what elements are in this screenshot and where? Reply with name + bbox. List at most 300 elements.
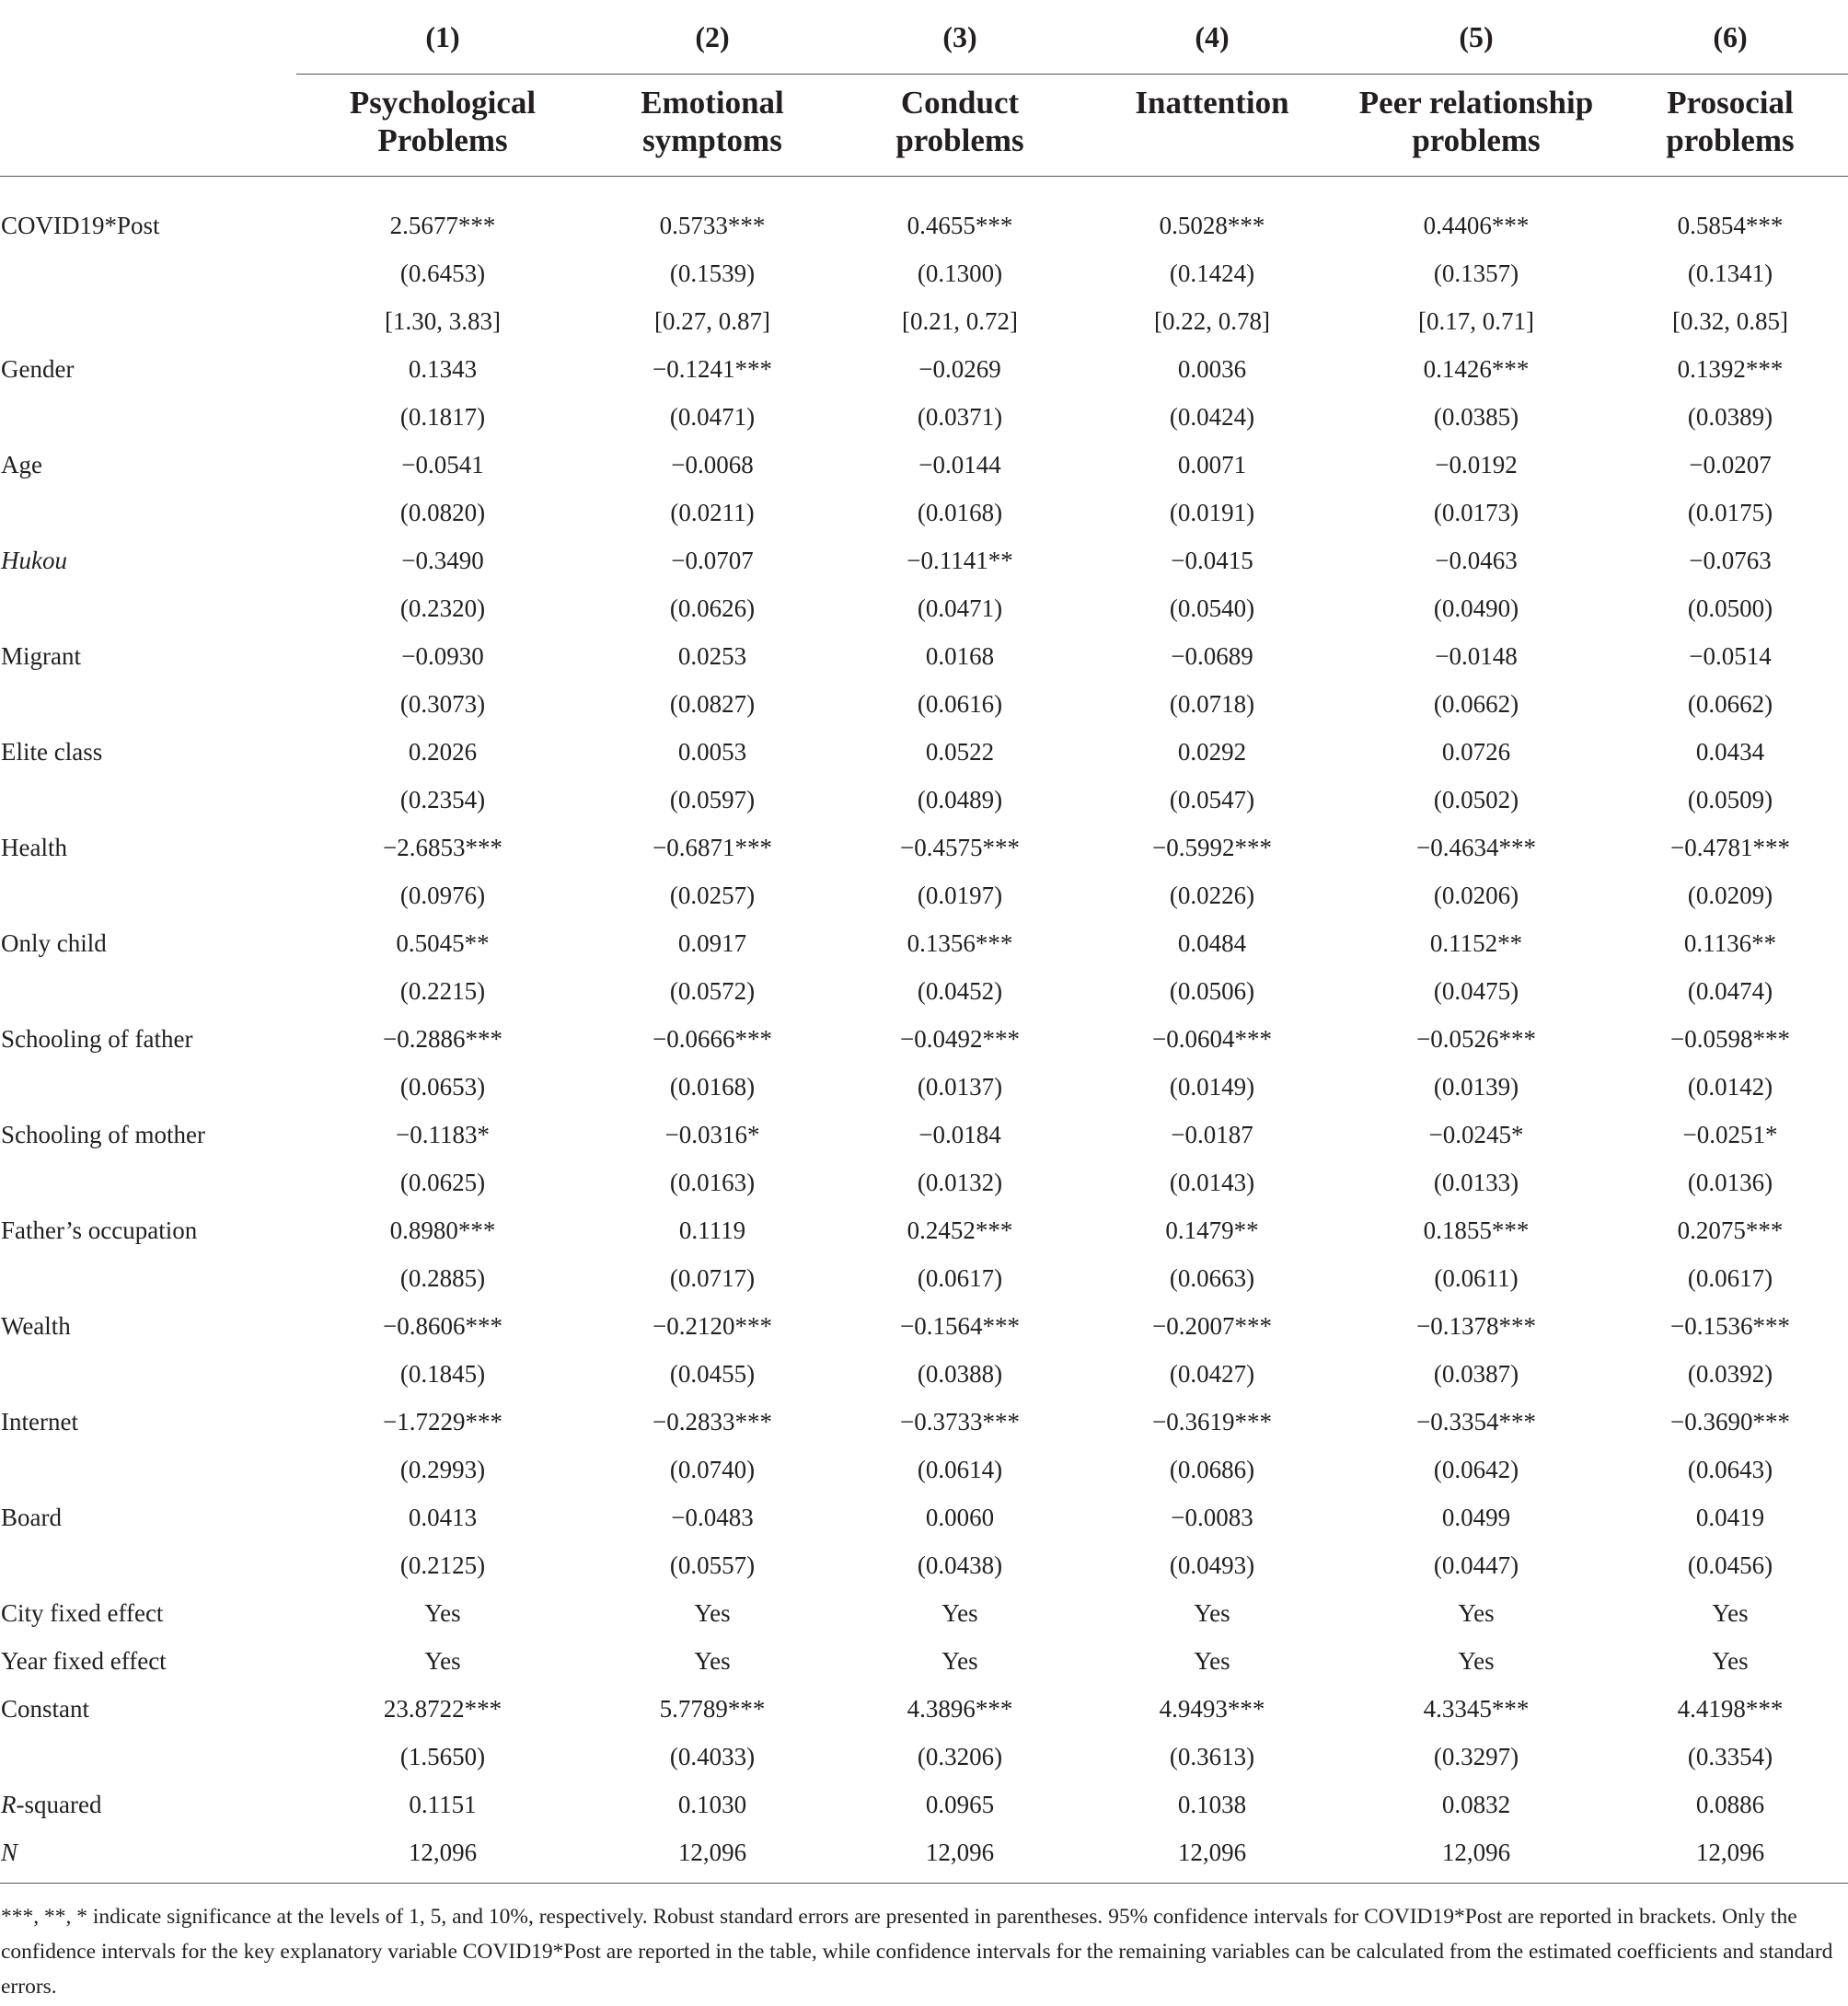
table-cell: 0.1152** [1429,928,1523,957]
table-row [0,776,1848,824]
table-cell: Yes [1194,1598,1230,1627]
table-cell: (0.1357) [1433,259,1519,287]
table-cell: (0.1300) [917,259,1003,287]
row-label: Gender [1,354,75,383]
table-cell: [0.21, 0.72] [902,306,1018,335]
column-header-line: Conduct [900,84,1020,121]
column-header-line: Emotional [641,84,784,121]
table-cell: 0.2026 [408,737,478,766]
table-cell: −0.0689 [1171,641,1253,670]
table-cell: (0.0597) [669,785,756,813]
column-header-line: problems [1666,121,1795,158]
table-cell: −0.0187 [1171,1120,1253,1148]
table-cell: Yes [424,1598,461,1627]
table-row [0,1828,1848,1876]
table-cell: 0.4406*** [1423,211,1530,239]
table-cell: (0.0456) [1687,1551,1773,1579]
table-cell: Yes [1194,1646,1230,1675]
table-notes: ***, **, * indicate significance at the levels of 1, 5, and 10%, respectively. Robust standard errors are presented in parentheses. 95% confidence intervals for COVID19*Post are reported in brackets. Only the confidence intervals for the key explanatory variable COVID19*Post are reported in the table, while confidence intervals for the remaining variables can be calculated from the estimated coefficients and standard errors. [1,1905,1833,1999]
header-corner [0,0,296,74]
table-cell: 0.0484 [1177,928,1247,957]
row-label [0,393,296,441]
table-cell: 0.1038 [1177,1790,1247,1818]
row-label: Migrant [1,641,81,670]
table-cell: Yes [694,1598,731,1627]
table-cell: (0.0424) [1169,402,1255,431]
table-cell: −0.0526*** [1416,1024,1536,1053]
table-cell: (0.0572) [669,976,756,1005]
table-row [0,680,1848,728]
table-row [0,441,1848,489]
table-cell: 0.4655*** [907,211,1013,239]
table-cell: (0.0653) [399,1072,486,1101]
row-label: Elite class [1,737,103,766]
column-header-line: Peer relationship [1358,84,1594,121]
table-cell: (0.0616) [917,689,1003,718]
table-cell: (0.0385) [1433,402,1519,431]
table-row [0,584,1848,632]
table-cell: (0.0663) [1169,1263,1255,1292]
table-row [0,1733,1848,1781]
table-cell: (0.0427) [1169,1359,1255,1388]
table-cell: −0.0269 [918,354,1001,383]
table-cell: (0.0827) [669,689,756,718]
table-cell: −0.3354*** [1416,1407,1536,1435]
row-label [0,1254,296,1302]
table-cell: 0.5028*** [1159,211,1265,239]
table-cell: 0.1343 [408,354,478,383]
table-cell: 0.0036 [1177,354,1247,383]
column-header [296,74,589,176]
table-cell: 0.0292 [1177,737,1247,766]
table-cell: (0.0137) [917,1072,1003,1101]
table-cell: (0.0500) [1687,594,1773,622]
table-row [0,967,1848,1015]
table-cell: −0.3690*** [1670,1407,1790,1435]
table-row [0,393,1848,441]
table-cell: −0.0463 [1435,546,1518,574]
table-cell: (0.0506) [1169,976,1255,1005]
table-cell: (0.0471) [669,402,756,431]
table-cell: (0.4033) [669,1742,756,1770]
table-cell: −0.1564*** [900,1311,1020,1340]
table-row [0,1254,1848,1302]
table-cell: −0.0492*** [900,1024,1020,1053]
table-cell: (0.3206) [917,1742,1003,1770]
table-cell: −0.0148 [1435,641,1518,670]
table-cell: −0.1183* [396,1120,490,1148]
table-row [0,1446,1848,1493]
column-header [1340,74,1612,176]
row-label-rest: -squared [16,1790,102,1818]
table-row [0,1015,1848,1063]
table-cell: 0.0499 [1441,1503,1511,1531]
table-cell: (0.0717) [669,1263,756,1292]
table-cell: 12,096 [1441,1838,1511,1866]
row-label [0,584,296,632]
table-cell: (0.0976) [399,881,486,909]
row-label: Only child [1,928,107,957]
row-label [0,1733,296,1781]
table-cell: (0.0820) [399,498,486,526]
table-cell: (0.0149) [1169,1072,1255,1101]
table-cell: −0.0083 [1171,1503,1253,1531]
table-cell: (0.0452) [917,976,1003,1005]
table-cell: 0.1151 [409,1790,477,1818]
table-cell: (0.0133) [1433,1168,1519,1196]
table-cell: 0.5854*** [1677,211,1784,239]
table-cell: (1.5650) [399,1742,486,1770]
table-cell: 0.1136** [1683,928,1777,957]
table-row [0,1302,1848,1350]
table-cell: 0.1855*** [1423,1216,1530,1244]
table-cell: (0.0387) [1433,1359,1519,1388]
table-cell: (0.2320) [399,594,486,622]
table-cell: 0.0965 [925,1790,995,1818]
table-cell: (0.0509) [1687,785,1773,813]
table-cell: 2.5677*** [389,211,496,239]
table-row [0,202,1848,249]
column-header-line: Inattention [1135,84,1289,121]
table-cell: 0.1030 [677,1790,747,1818]
table-row [0,919,1848,967]
row-label: Board [1,1503,62,1531]
table-cell: Yes [941,1598,978,1627]
column-header-line: problems [1412,121,1541,158]
table-cell: (0.0475) [1433,976,1519,1005]
table-cell: Yes [941,1646,978,1675]
row-label [0,297,296,345]
column-header-line: symptoms [642,121,782,158]
table-cell: 4.3345*** [1423,1694,1530,1723]
row-label [0,1159,296,1206]
row-label [0,489,296,536]
table-cell: [0.17, 0.71] [1418,306,1534,335]
table-row [0,1589,1848,1637]
table-cell: −0.1536*** [1670,1311,1790,1340]
row-label: COVID19*Post [1,211,160,239]
column-number: (3) [836,0,1084,74]
table-row [0,1685,1848,1733]
row-label [0,1063,296,1111]
table-cell: (0.1424) [1169,259,1255,287]
table-row [0,297,1848,345]
table-cell: 0.1356*** [907,928,1013,957]
table-cell: 0.0434 [1695,737,1765,766]
table-row [0,1111,1848,1159]
table-cell: Yes [1712,1646,1749,1675]
row-label: City fixed effect [1,1598,164,1627]
row-label [0,1350,296,1398]
table-cell: (0.1817) [399,402,486,431]
table-cell: (0.0257) [669,881,756,909]
column-number: (4) [1084,0,1340,74]
table-cell: (0.0389) [1687,402,1773,431]
table-cell: (0.0173) [1433,498,1519,526]
table-cell: 0.2452*** [907,1216,1013,1244]
row-label: Hukou [1,546,67,574]
table-cell: (0.1341) [1687,259,1773,287]
table-cell: 0.0253 [677,641,747,670]
table-cell: −0.8606*** [383,1311,502,1340]
table-cell: (0.0209) [1687,881,1773,909]
table-cell: −0.0707 [671,546,754,574]
table-cell: (0.0557) [669,1551,756,1579]
table-cell: (0.0168) [917,498,1003,526]
row-label: N [1,1838,18,1866]
table-cell: (0.0643) [1687,1455,1773,1483]
table-cell: (0.0132) [917,1168,1003,1196]
column-header-line: problems [895,121,1024,158]
table-cell: 0.0060 [925,1503,995,1531]
column-number: (6) [1612,0,1848,74]
table-cell: −0.1378*** [1416,1311,1536,1340]
table-cell: (0.0211) [670,498,755,526]
table-spacer [0,176,1848,202]
table-cell: 23.8722*** [383,1694,502,1723]
table-cell: 0.0832 [1441,1790,1511,1818]
column-header [836,74,1084,176]
table-cell: [1.30, 3.83] [385,306,501,335]
table-cell: −0.0483 [671,1503,754,1531]
table-cell: −0.0192 [1435,450,1518,478]
table-cell: 12,096 [1177,1838,1247,1866]
table-cell: [0.22, 0.78] [1154,306,1270,335]
table-cell: (0.0626) [669,594,756,622]
column-header [1084,74,1340,176]
table-cell: Yes [424,1646,461,1675]
column-number-row [0,0,1848,74]
table-cell: (0.0547) [1169,785,1255,813]
table-row [0,1493,1848,1541]
table-cell: (0.2993) [399,1455,486,1483]
table-cell: 4.4198*** [1677,1694,1784,1723]
table-row [0,1159,1848,1206]
table-cell: (0.2215) [399,976,486,1005]
table-cell: 4.3896*** [907,1694,1013,1723]
table-cell: (0.0142) [1687,1072,1773,1101]
table-cell: (0.0438) [917,1551,1003,1579]
table-body [0,176,1848,1876]
row-label [0,1541,296,1589]
table-cell: 12,096 [677,1838,747,1866]
table-cell: (0.0686) [1169,1455,1255,1483]
table-row [0,728,1848,776]
table-cell: (0.0191) [1169,498,1255,526]
table-cell: (0.1539) [669,259,756,287]
table-cell: −0.2833*** [653,1407,772,1435]
table-cell: 0.0071 [1177,450,1247,478]
spacer-cell [0,176,1848,202]
table-cell: (0.0617) [1687,1263,1773,1292]
table-cell: −0.0207 [1689,450,1772,478]
table-cell: (0.1845) [399,1359,486,1388]
table-cell: (0.2354) [399,785,486,813]
table-cell: −0.0666*** [653,1024,772,1053]
row-label: Wealth [1,1311,71,1340]
table-cell: (0.0197) [917,881,1003,909]
table-cell: 0.0168 [925,641,995,670]
table-cell: [0.27, 0.87] [654,306,770,335]
row-label: Health [1,833,67,861]
table-row [0,1350,1848,1398]
table-row [0,249,1848,297]
table-cell: −0.0316* [664,1120,760,1148]
table-cell: [0.32, 0.85] [1672,306,1788,335]
table-cell: (0.0662) [1433,689,1519,718]
table-cell: (0.0447) [1433,1551,1519,1579]
table-cell: −0.4781*** [1670,833,1790,861]
table-row [0,1541,1848,1589]
table-cell: (0.0625) [399,1168,486,1196]
table-cell: 12,096 [1695,1838,1765,1866]
table-cell: (0.0489) [917,785,1003,813]
row-label [0,871,296,919]
table-cell: −0.0514 [1689,641,1772,670]
table-cell: Yes [1458,1646,1495,1675]
table-cell: 0.5733*** [659,211,766,239]
table-cell: 0.1392*** [1677,354,1784,383]
table-cell: (0.0540) [1169,594,1255,622]
table-cell: 4.9493*** [1159,1694,1265,1723]
table-cell: 0.1479** [1165,1216,1259,1244]
table-row [0,489,1848,536]
column-number: (2) [589,0,836,74]
table-cell: −0.0068 [671,450,754,478]
table-cell: 0.0522 [925,737,995,766]
table-cell: (0.0163) [669,1168,756,1196]
table-row [0,1781,1848,1828]
table-cell: 0.5045** [396,928,490,957]
table-cell: (0.0175) [1687,498,1773,526]
header-corner [0,74,296,176]
row-label: Age [1,450,42,478]
table-cell: (0.0388) [917,1359,1003,1388]
table-cell: 12,096 [408,1838,478,1866]
row-label [0,680,296,728]
table-cell: −0.3619*** [1152,1407,1272,1435]
row-label [0,776,296,824]
table-cell: (0.0471) [917,594,1003,622]
table-row [0,632,1848,680]
table-row [0,1206,1848,1254]
table-cell: −0.1141** [907,546,1013,574]
table-cell: 5.7789*** [659,1694,766,1723]
table-cell: (0.0226) [1169,881,1255,909]
table-cell: −0.3490 [401,546,484,574]
table-cell: 0.1426*** [1423,354,1530,383]
table-cell: (0.0502) [1433,785,1519,813]
table-cell: (0.0662) [1687,689,1773,718]
table-cell: (0.0371) [917,402,1003,431]
table-cell: (0.6453) [399,259,486,287]
column-number: (1) [296,0,589,74]
table-cell: −0.5992*** [1152,833,1272,861]
column-number: (5) [1340,0,1612,74]
table-cell: (0.0740) [669,1455,756,1483]
table-cell: (0.0493) [1169,1551,1255,1579]
table-cell: (0.3297) [1433,1742,1519,1770]
table-cell: (0.2885) [399,1263,486,1292]
table-cell: (0.0490) [1433,594,1519,622]
table-cell: 0.2075*** [1677,1216,1784,1244]
table-cell: 0.0726 [1441,737,1511,766]
table-cell: (0.0168) [669,1072,756,1101]
table-row [0,1637,1848,1685]
table-cell: −1.7229*** [383,1407,502,1435]
table-cell: −0.4575*** [900,833,1020,861]
table-cell: Yes [694,1646,731,1675]
column-header-line: Prosocial [1667,84,1794,121]
row-label: Internet [1,1407,78,1435]
table-cell: (0.0614) [917,1455,1003,1483]
column-header [589,74,836,176]
table-row [0,824,1848,871]
table-cell: −0.3733*** [900,1407,1020,1435]
row-label [0,967,296,1015]
table-cell: (0.0474) [1687,976,1773,1005]
row-label: Year fixed effect [1,1646,167,1675]
table-cell: −0.4634*** [1416,833,1536,861]
table-cell: (0.0642) [1433,1455,1519,1483]
row-label: Schooling of mother [1,1120,205,1148]
table-row [0,1063,1848,1111]
column-header-line: Problems [377,121,508,158]
table-cell: (0.0718) [1169,689,1255,718]
table-cell: (0.0392) [1687,1359,1773,1388]
table-cell: −0.2007*** [1152,1311,1272,1340]
table-row [0,1398,1848,1446]
table-cell: −0.1241*** [653,354,772,383]
table-cell: 0.0053 [677,737,747,766]
table-cell: −0.2120*** [653,1311,772,1340]
table-cell: 0.1119 [678,1216,746,1244]
row-label: Constant [1,1694,90,1723]
table-cell: 0.0917 [677,928,747,957]
table-cell: Yes [1458,1598,1495,1627]
table-cell: (0.0617) [917,1263,1003,1292]
table-cell: (0.0136) [1687,1168,1773,1196]
table-cell: (0.2125) [399,1551,486,1579]
table-cell: −0.0604*** [1152,1024,1272,1053]
table-cell: 0.0419 [1695,1503,1765,1531]
table-row [0,536,1848,584]
table-bottom-rule [0,1883,1848,1884]
table-cell: Yes [1712,1598,1749,1627]
table-cell: (0.0143) [1169,1168,1255,1196]
table-cell: 0.0413 [408,1503,478,1531]
table-cell: −0.0415 [1171,546,1253,574]
table-cell: (0.0206) [1433,881,1519,909]
row-label: Father’s occupation [1,1216,198,1244]
table-cell: −0.6871*** [653,833,772,861]
table-cell: −0.0598*** [1670,1024,1790,1053]
table-cell: −0.0763 [1689,546,1772,574]
table-cell: (0.3613) [1169,1742,1255,1770]
row-label-italic-part: R [1,1790,17,1818]
row-label: Schooling of father [1,1024,193,1053]
column-name-row [0,74,1848,176]
row-label [0,1446,296,1493]
table-cell: −0.2886*** [383,1024,502,1053]
table-cell: (0.0455) [669,1359,756,1388]
table-cell: 0.0886 [1695,1790,1765,1818]
table-cell: −0.0144 [918,450,1001,478]
table-cell: (0.3354) [1687,1742,1773,1770]
row-label [0,1781,296,1828]
table-cell: (0.3073) [399,689,486,718]
table-cell: −0.0184 [918,1120,1001,1148]
